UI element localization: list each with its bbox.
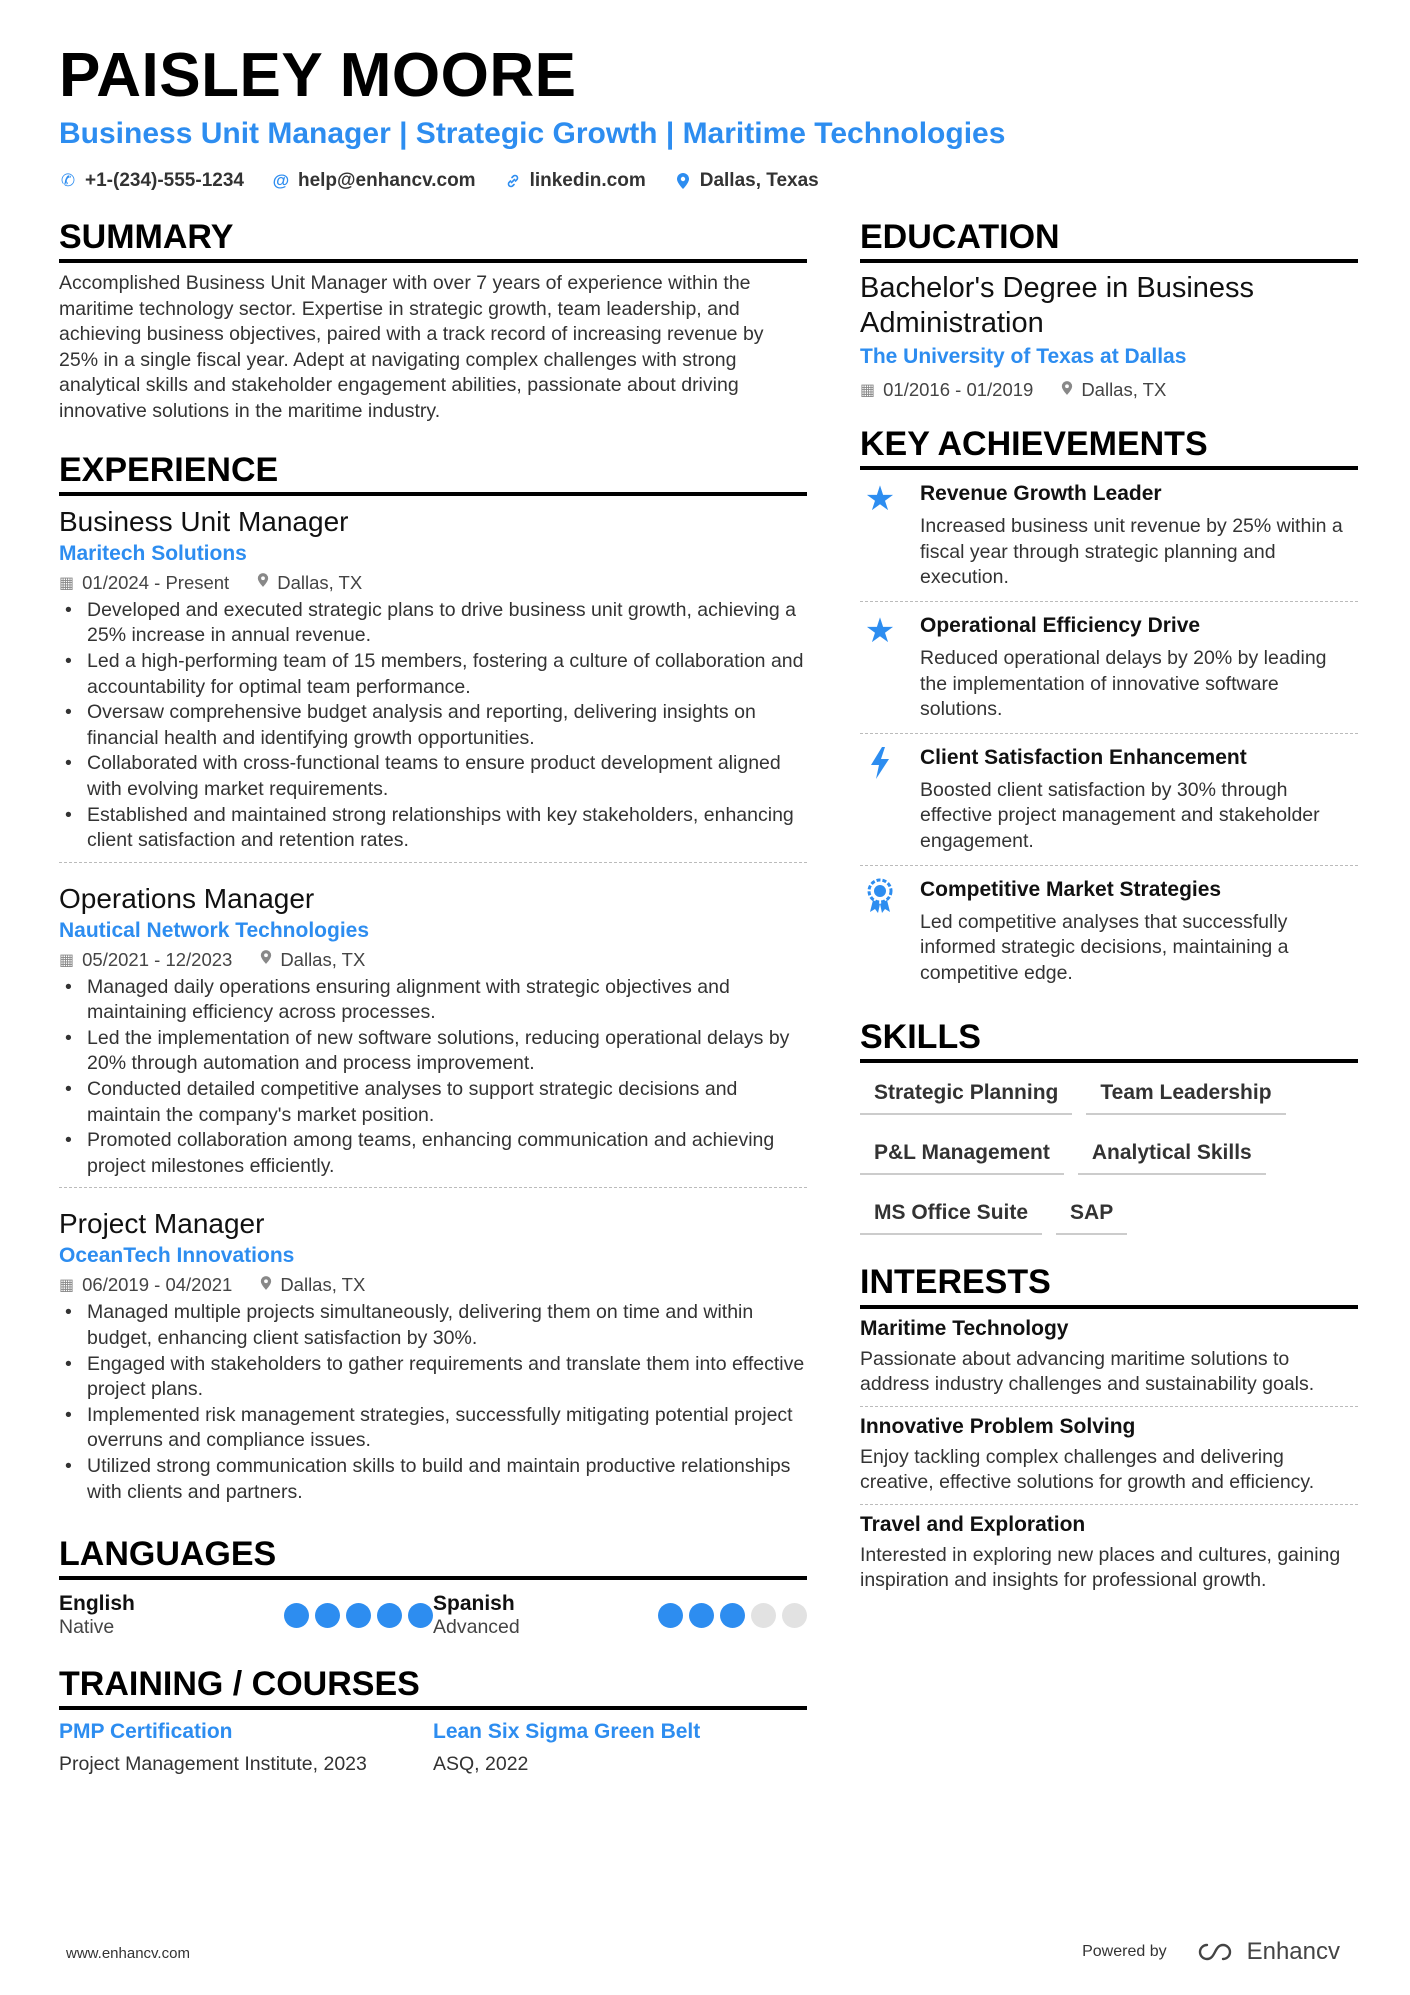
achievement-item [860,866,1358,997]
job-bullets [59,598,807,854]
interests-section [860,1263,1358,1602]
job-dates: 06/2019 - 04/2021 [82,1274,233,1296]
interest-desc: Passionate about advancing maritime solutions to address industry challenges and sustainability goals. [860,1347,1315,1396]
education-location: Dallas, TX [1081,379,1167,401]
bullet-item: • Utilized strong communication skills to build and maintain productive relationships with clients and partners. [87,1454,807,1505]
languages-heading: LANGUAGES [59,1535,807,1580]
skill-tag: Strategic Planning [860,1073,1072,1115]
calendar-icon: ▦ [59,574,75,592]
contact-linkedin[interactable] [504,170,646,192]
calendar-icon: ▦ [860,382,876,400]
proficiency-dots [658,1603,807,1628]
contact-phone[interactable] [59,170,244,192]
award-badge-icon [860,878,900,987]
degree-title: Bachelor's Degree in Business Administration [860,272,1255,340]
contact-bar [59,170,819,192]
bullet-item: • Led a high-performing team of 15 members, fostering a culture of collaboration and accountability for optimal team performance. [87,649,807,700]
interests-heading: INTERESTS [860,1263,1358,1308]
job-location: Dallas, TX [277,571,363,593]
skills-section [860,1018,1358,1235]
job-bullets [59,975,807,1180]
job-bullets [59,1300,807,1505]
powered-by-label: Powered by [1082,1943,1167,1960]
courses-list [59,1720,807,1778]
link-icon [504,173,522,189]
lightning-icon [860,746,900,855]
contact-email[interactable] [272,170,476,192]
email-text: help@enhancv.com [297,170,476,191]
language-level: Advanced [433,1616,520,1639]
interest-item [860,1309,1358,1407]
location-pin-icon [260,949,272,970]
interest-desc: Interested in exploring new places and cultures, gaining inspiration and insights for professional growth. [860,1543,1341,1592]
bullet-item: • Engaged with stakeholders to gather requirements and translate them into effective project plans. [87,1352,807,1403]
achievement-item [860,602,1358,734]
footer-website[interactable]: www.enhancv.com [66,1945,190,1962]
achievements-heading: KEY ACHIEVEMENTS [860,425,1358,470]
brand-logo[interactable] [1193,1938,1340,1966]
interest-item [860,1407,1358,1505]
bullet-item: • Managed daily operations ensuring alignment with strategic objectives and maintaining efficiency across processes. [87,975,807,1026]
languages-list [59,1592,807,1639]
course-subtitle: ASQ, 2022 [433,1753,529,1776]
left-column [59,218,807,1778]
contact-location [674,170,819,192]
company-name: Maritech Solutions [59,541,247,565]
language-item [59,1592,433,1639]
job-title: Business Unit Manager [59,505,349,537]
candidate-name: PAISLEY MOORE [59,41,577,110]
job-title: Operations Manager [59,882,315,914]
summary-section [59,218,807,425]
job-dates: 05/2021 - 12/2023 [82,948,233,970]
proficiency-dot-filled [720,1603,745,1628]
linkedin-text: linkedin.com [529,170,646,191]
achievement-title: Revenue Growth Leader [920,482,1162,506]
bullet-item: • Oversaw comprehensive budget analysis and reporting, delivering insights on financial health and identifying growth opportunities. [87,700,807,751]
course-item [433,1720,807,1778]
bullet-item: • Managed multiple projects simultaneously, delivering them on time and within budget, enhancing client satisfaction by 30%. [87,1300,807,1351]
achievement-item [860,734,1358,866]
job-location: Dallas, TX [280,1274,366,1296]
education-dates: 01/2016 - 01/2019 [883,379,1034,401]
proficiency-dot-filled [377,1603,402,1628]
interest-desc: Enjoy tackling complex challenges and delivering creative, effective solutions for growth and efficiency. [860,1445,1315,1494]
calendar-icon: ▦ [59,951,75,969]
proficiency-dot-filled [408,1603,433,1628]
experience-heading: EXPERIENCE [59,451,807,496]
bullet-item: • Conducted detailed competitive analyses to support strategic decisions and maintain the company's market position. [87,1077,807,1128]
job-entry [59,862,807,1188]
course-item [59,1720,433,1778]
at-icon: @ [272,171,290,190]
proficiency-dot-empty [782,1603,807,1628]
footer-branding [1082,1938,1340,1966]
enhancv-logo-icon [1193,1941,1237,1963]
language-item [433,1592,807,1639]
skill-tag: SAP [1056,1193,1127,1235]
course-title: PMP Certification [59,1720,233,1744]
achievement-desc: Boosted client satisfaction by 30% through effective project management and stakeholder engagement. [920,778,1320,852]
skill-tag: Analytical Skills [1078,1133,1266,1175]
calendar-icon: ▦ [59,1277,75,1295]
location-text: Dallas, Texas [699,170,819,191]
bullet-item: • Established and maintained strong relationships with key stakeholders, enhancing client satisfaction and retention rates. [87,803,807,854]
bullet-item: • Implemented risk management strategies, successfully mitigating potential project overruns and compliance issues. [87,1403,807,1454]
job-entry [59,506,807,862]
job-location: Dallas, TX [280,948,366,970]
languages-section [59,1535,807,1639]
interest-title: Innovative Problem Solving [860,1414,1136,1438]
experience-section [59,451,807,1514]
proficiency-dot-filled [346,1603,371,1628]
training-heading: TRAINING / COURSES [59,1665,807,1710]
achievement-title: Client Satisfaction Enhancement [920,745,1247,769]
education-section [860,218,1358,401]
achievement-title: Operational Efficiency Drive [920,613,1201,637]
star-icon: ★ [864,480,896,519]
job-entry [59,1187,807,1513]
achievement-title: Competitive Market Strategies [920,877,1222,901]
interest-title: Travel and Exploration [860,1512,1086,1536]
location-pin-icon [260,1275,272,1296]
school-name: The University of Texas at Dallas [860,345,1187,369]
language-level: Native [59,1616,115,1639]
bullet-item: • Collaborated with cross-functional teams to ensure product development aligned with evolving market requirements. [87,751,807,802]
brand-name: Enhancv [1246,1938,1340,1965]
education-meta [860,379,1358,401]
company-name: OceanTech Innovations [59,1244,295,1268]
bullet-item: • Developed and executed strategic plans to drive business unit growth, achieving a 25% increase in annual revenue. [87,598,807,649]
job-dates: 01/2024 - Present [82,571,230,593]
bullet-item: • Promoted collaboration among teams, enhancing communication and achieving project milestones efficiently. [87,1128,807,1179]
course-title: Lean Six Sigma Green Belt [433,1720,701,1744]
proficiency-dot-filled [315,1603,340,1628]
location-pin-icon [674,172,692,190]
job-meta [59,949,807,971]
language-name: Spanish [433,1592,515,1616]
headline: Business Unit Manager | Strategic Growth | Maritime Technologies [59,117,1006,150]
phone-text: +1-(234)-555-1234 [85,170,244,191]
company-name: Nautical Network Technologies [59,918,370,942]
star-icon: ★ [864,611,896,650]
achievement-desc: Reduced operational delays by 20% by leading the implementation of innovative software solutions. [920,646,1327,721]
proficiency-dot-filled [689,1603,714,1628]
proficiency-dot-filled [658,1603,683,1628]
training-section [59,1665,807,1778]
achievement-desc: Led competitive analyses that successfully informed strategic decisions, maintaining a competitive edge. [920,910,1289,984]
phone-icon: ✆ [60,171,76,190]
job-meta [59,1274,807,1296]
skill-tag: Team Leadership [1086,1073,1285,1115]
job-meta [59,572,807,594]
proficiency-dot-filled [284,1603,309,1628]
right-column [860,218,1358,1602]
achievements-section [860,425,1358,996]
interest-title: Maritime Technology [860,1316,1069,1340]
skill-tag: MS Office Suite [860,1193,1042,1235]
language-name: English [59,1592,135,1616]
education-heading: EDUCATION [860,218,1358,263]
location-pin-icon [1061,380,1073,401]
job-title: Project Manager [59,1208,265,1240]
summary-text: Accomplished Business Unit Manager with over 7 years of experience within the maritime technology sector. Expertise in strategic growth, team leadership, and achieving business objectives, paired with a track record of increasing revenue by 25% in a single fiscal year. Adept at navigating complex challenges with strong analytical skills and stakeholder engagement abilities, passionate about driving innovative solutions in the maritime industry. [59,272,764,423]
skill-tag: P&L Management [860,1133,1064,1175]
proficiency-dot-empty [751,1603,776,1628]
bullet-item: • Led the implementation of new software solutions, reducing operational delays by 20% through automation and process improvement. [87,1026,807,1077]
interest-item [860,1505,1358,1602]
course-subtitle: Project Management Institute, 2023 [59,1753,367,1776]
skills-list [860,1073,1358,1235]
proficiency-dots [284,1603,433,1628]
location-pin-icon [257,572,269,593]
achievement-item [860,470,1358,602]
summary-heading: SUMMARY [59,218,807,263]
achievement-desc: Increased business unit revenue by 25% within a fiscal year through strategic planning and execution. [920,515,1343,589]
skills-heading: SKILLS [860,1018,1358,1063]
